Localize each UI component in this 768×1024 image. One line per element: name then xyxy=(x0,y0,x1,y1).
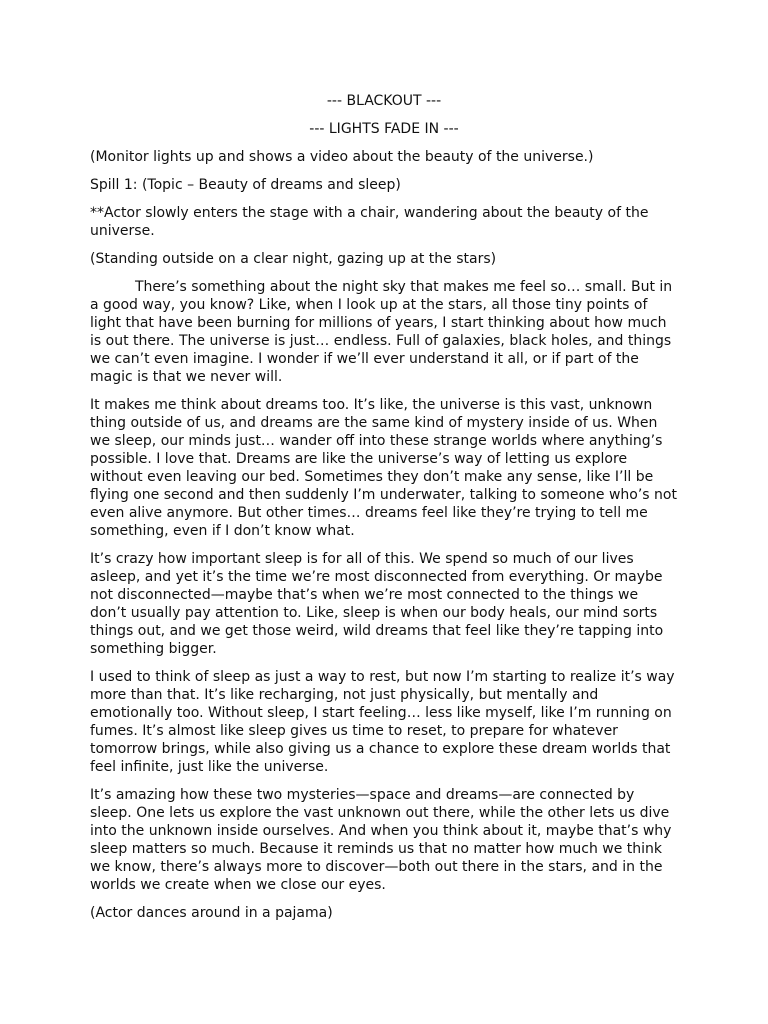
stage-direction-monitor: (Monitor lights up and shows a video about the beauty of the universe.) xyxy=(90,149,594,165)
monologue-paragraph-4: I used to think of sleep as just a way to rest, but now I’m starting to realize it’s way more than that. It’s like recharging, not just physically, but mentally and emotionally too. Without sleep, I start feeling… less like myself, like I’m running on fumes. It’s almost like sleep gives us time to reset, to prepare for whatever tomorrow brings, while also giving us a chance to explore these dream worlds that feel infinite, just like the universe. xyxy=(90,669,675,775)
stage-direction-actor-dances: (Actor dances around in a pajama) xyxy=(90,905,333,921)
monologue-paragraph-3: It’s crazy how important sleep is for all of this. We spend so much of our lives asleep, and yet it’s the time we’re most disconnected from everything. Or maybe not disconnected—maybe that’s when we’re most connected to the things we don’t usually pay attention to. Like, sleep is when our body heals, our mind sorts things out, and we get those weird, wild dreams that feel like they’re tapping into something bigger. xyxy=(90,551,664,657)
monologue-paragraph-5: It’s amazing how these two mysteries—space and dreams—are connected by sleep. One lets us explore the vast unknown out there, while the other lets us dive into the unknown inside ourselves. And when you think about it, maybe that’s why sleep matters so much. Because it reminds us that no matter how much we think we know, there’s always more to discover—both out there in the stars, and in the worlds we create when we close our eyes. xyxy=(90,787,672,893)
monologue-paragraph-1: There’s something about the night sky that makes me feel so… small. But in a good way, you know? Like, when I look up at the stars, all those tiny points of light that have been burning for millions of years, I start thinking about how much is out there. The universe is just… endless. Full of galaxies, black holes, and things we can’t even imagine. I wonder if we’ll ever understand it all, or if part of the magic is that we never will. xyxy=(90,279,673,385)
stage-direction-actor-enters: **Actor slowly enters the stage with a chair, wandering about the beauty of the universe. xyxy=(90,205,649,239)
spill-topic: Spill 1: (Topic – Beauty of dreams and sleep) xyxy=(90,177,401,193)
stage-direction-standing-outside: (Standing outside on a clear night, gazing up at the stars) xyxy=(90,251,497,267)
heading-lights-fade-in: --- LIGHTS FADE IN --- xyxy=(309,121,459,137)
heading-blackout: --- BLACKOUT --- xyxy=(326,93,442,109)
monologue-paragraph-2: It makes me think about dreams too. It’s like, the universe is this vast, unknown thing outside of us, and dreams are the same kind of mystery inside of us. When we sleep, our minds just… wander off into these strange worlds where anything’s possible. I love that. Dreams are like the universe’s way of letting us explore without even leaving our bed. Sometimes they don’t make any sense, like I’ll be flying one second and then suddenly I’m underwater, talking to someone who’s not even alive anymore. But other times… dreams feel like they’re trying to tell me something, even if I don’t know what. xyxy=(90,397,677,539)
